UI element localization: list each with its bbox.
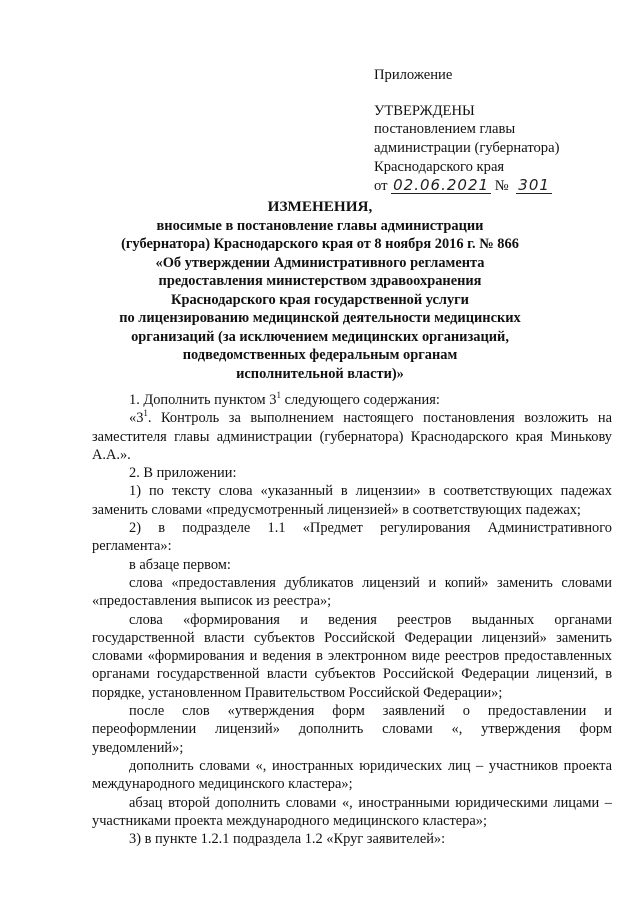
- title-line: предоставления министерством здравоохранения: [158, 273, 482, 289]
- paragraph-text: . Контроль за выполнением настоящего постановления возложить на заместителя главы администрации (губернатора) Краснодарского края Минькову А.А.».: [92, 410, 612, 463]
- handwritten-date: 02.06.2021: [393, 175, 490, 194]
- date-number-line: [374, 177, 604, 196]
- paragraph-10: дополнить словами «, иностранных юридических лиц – участников проекта международного медицинского кластера»;: [92, 757, 612, 793]
- superscript: 1: [143, 408, 148, 419]
- appendix-label: Приложение: [374, 67, 453, 83]
- document-title: [90, 198, 550, 383]
- paragraph-2: [92, 409, 612, 464]
- approval-line-3: Краснодарского края: [374, 158, 505, 175]
- title-line: организаций (за исключением медицинских организаций,: [131, 328, 509, 345]
- paragraph-4: 1) по тексту слова «указанный в лицензии» в соответствующих падежах заменить словами «предусмотренный лицензией» в соответствующих падежах;: [92, 483, 612, 518]
- paragraph-11: абзац второй дополнить словами «, иностранными юридическими лицами – участниками проекта международного медицинского кластера»;: [92, 794, 612, 829]
- title-line: вносимые в постановление главы администрации: [156, 217, 484, 234]
- title-line: по лицензированию медицинской деятельности медицинских: [119, 310, 521, 326]
- paragraph-7: слова «предоставления дубликатов лицензий и копий» заменить словами «предоставления выписок из реестра»;: [92, 574, 612, 610]
- number-sign: №: [494, 177, 509, 194]
- document-body: [92, 391, 612, 848]
- approval-block: [374, 66, 604, 195]
- handwritten-number: 301: [518, 175, 550, 194]
- title-line: «Об утверждении Административного регламента: [155, 254, 485, 271]
- paragraph-1: [92, 391, 612, 409]
- paragraph-text: 1. Дополнить пунктом 3: [129, 392, 277, 408]
- superscript: 1: [276, 390, 281, 401]
- spacer: [374, 85, 604, 102]
- approved-label: УТВЕРЖДЕНЫ: [374, 102, 475, 119]
- paragraph-text: «3: [129, 410, 144, 427]
- paragraph-12: 3) в пункте 1.2.1 подраздела 1.2 «Круг заявителей»:: [129, 831, 446, 848]
- paragraph-9: после слов «утверждения форм заявлений о предоставлении и переоформлении лицензий» дополнить словами «, утверждения форм уведомлений»;: [92, 703, 612, 756]
- approval-line-1: постановлением главы: [374, 121, 516, 138]
- date-prefix: от: [374, 177, 388, 194]
- approval-line-2: администрации (губернатора): [374, 140, 560, 157]
- paragraph-text: следующего содержания:: [280, 392, 440, 408]
- paragraph-8: слова «формирования и ведения реестров выданных органами государственной власти субъектов Российской Федерации лицензий» заменить словами «формирования и ведения в электронном виде реестров предоставленных органами государственной власти субъектов Российской Федерации лицензий, в порядке, установленном Правительством Российской Федерации»;: [92, 611, 612, 701]
- title-line: исполнительной власти)»: [236, 365, 404, 382]
- paragraph-5: 2) в подразделе 1.1 «Предмет регулирования Административного регламента»:: [92, 520, 612, 555]
- title-heading: ИЗМЕНЕНИЯ,: [267, 198, 373, 215]
- title-line: Краснодарского края государственной услуги: [171, 291, 469, 308]
- title-line: подведомственных федеральным органам: [182, 347, 458, 363]
- paragraph-6: в абзаце первом:: [129, 556, 231, 573]
- title-line: (губернатора) Краснодарского края от 8 ноября 2016 г. № 866: [121, 236, 519, 252]
- paragraph-3: 2. В приложении:: [129, 465, 237, 482]
